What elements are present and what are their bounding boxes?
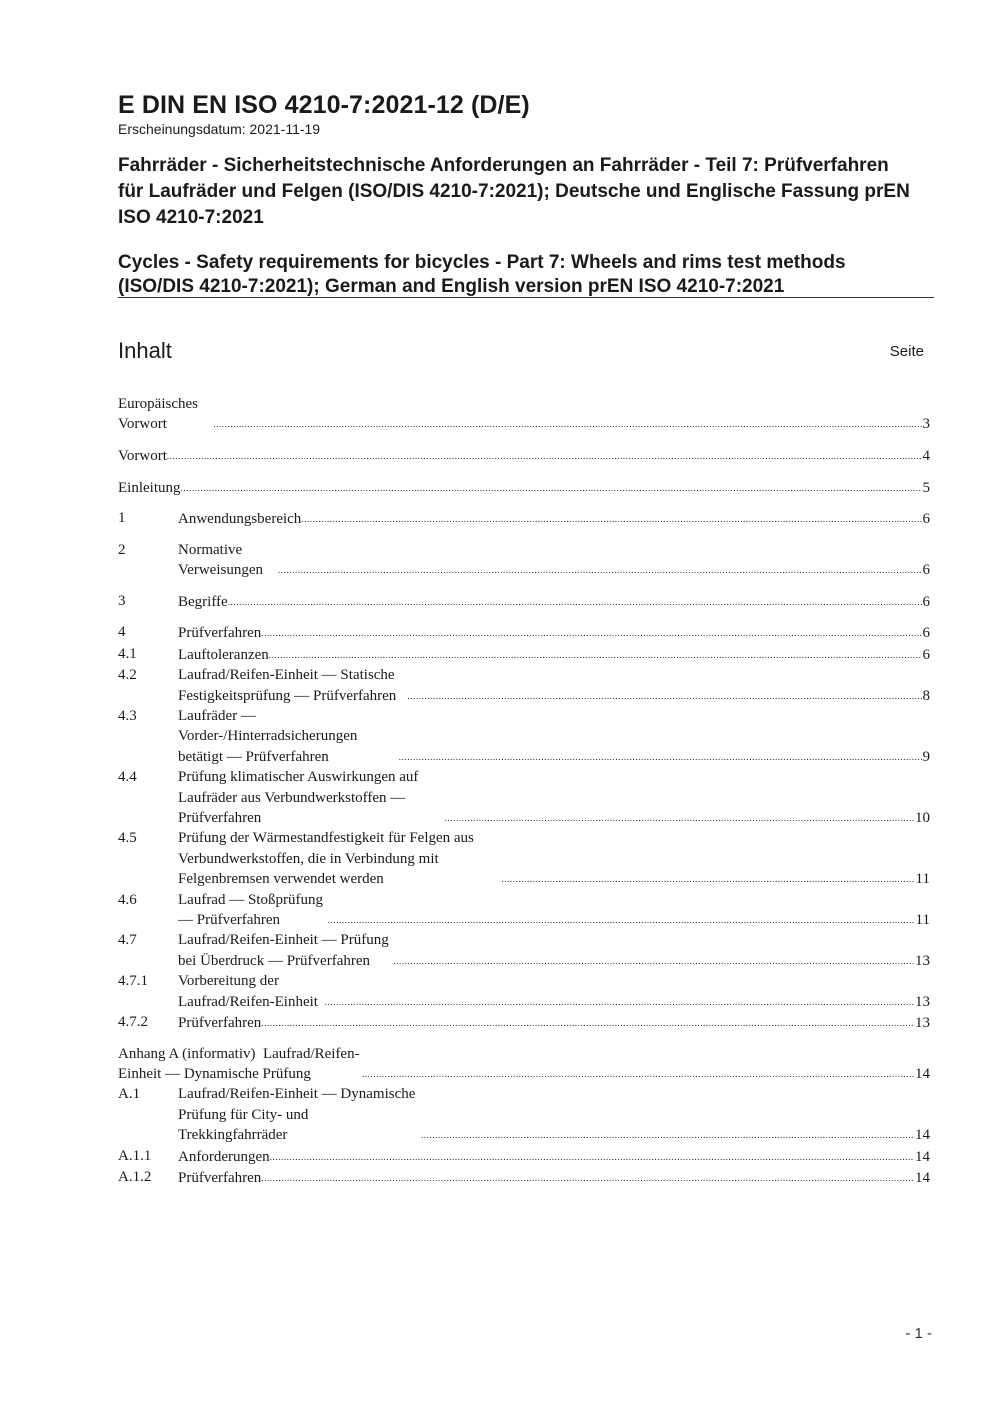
toc-entry[interactable] — [118, 890, 930, 931]
toc-leader — [445, 807, 914, 828]
toc-entry-number: 4.7 — [118, 932, 137, 949]
toc-entry-title[interactable]: Prüfung klimatischer Auswirkungen auf Laufräder aus Verbundwerkstoffen — Prüfverfahren — [178, 769, 423, 827]
toc-leader — [261, 622, 921, 643]
toc-entry-page[interactable]: 13 — [915, 993, 930, 1010]
toc-leader — [228, 591, 922, 612]
toc-entry-page[interactable]: 6 — [922, 646, 930, 663]
toc-entry-number: 4.2 — [118, 667, 137, 684]
toc-entry-page[interactable]: 10 — [915, 810, 930, 827]
toc-entry-page[interactable]: 6 — [922, 511, 930, 528]
toc-entry-title[interactable]: Begriffe — [178, 593, 228, 610]
toc-entry-page[interactable]: 5 — [922, 479, 930, 496]
toc-entry-page[interactable]: 14 — [915, 1065, 930, 1082]
toc-leader — [421, 1124, 914, 1145]
toc-entry-title[interactable]: Vorbereitung der Laufrad/Reifen-Einheit — [178, 973, 318, 1010]
document-header — [118, 90, 934, 299]
toc-entry[interactable] — [118, 665, 930, 706]
toc-entry-title[interactable]: Laufräder — Vorder-/Hinterradsicherungen betätigt — Prüfverfahren — [178, 708, 362, 765]
toc-entry-title[interactable]: Anwendungsbereich — [178, 511, 302, 528]
toc-entry-page[interactable]: 3 — [922, 416, 930, 433]
toc-entry-number: 4.1 — [118, 645, 137, 662]
toc-heading: Inhalt — [118, 338, 172, 363]
toc-entry-number: 4.3 — [118, 708, 137, 724]
toc-entry-title[interactable]: Vorwort — [118, 448, 167, 464]
toc-entry-page[interactable]: 11 — [915, 912, 930, 929]
toc-entry[interactable] — [118, 971, 930, 1012]
toc-entry-number: A.1.2 — [118, 1168, 152, 1185]
toc-entry[interactable] — [118, 767, 930, 828]
title-english: Cycles - Safety requirements for bicycles - Part 7: Wheels and rims test methods (ISO/DIS 4210-7:2021); German and English version prEN ISO 4210-7:2021 — [118, 252, 846, 297]
toc-entry-title[interactable]: Lauftoleranzen — [178, 646, 269, 663]
toc-entry-title[interactable]: Europäisches Vorwort — [118, 396, 202, 433]
toc-entry[interactable] — [118, 477, 930, 498]
toc-entry-number: 1 — [118, 510, 126, 527]
toc-entry[interactable] — [118, 706, 930, 767]
toc-entry-page[interactable]: 6 — [922, 625, 930, 642]
toc-leader — [399, 746, 922, 767]
toc-entry-title[interactable]: Anhang A (informativ) Laufrad/Reifen-Einheit — Dynamische Prüfung — [118, 1045, 360, 1082]
toc-entry-title[interactable]: Prüfverfahren — [178, 625, 262, 642]
toc-entry[interactable] — [118, 540, 930, 581]
toc-entry-page[interactable]: 14 — [915, 1127, 930, 1144]
toc-entry-page[interactable]: 9 — [922, 748, 930, 765]
toc-entry-page[interactable]: 4 — [922, 448, 930, 464]
toc-entry[interactable] — [118, 930, 930, 971]
toc-entry[interactable] — [118, 445, 930, 466]
toc-entry-title[interactable]: Einleitung — [118, 479, 181, 496]
toc-entry-number: 4.7.2 — [118, 1014, 148, 1031]
toc-entry[interactable] — [118, 1084, 930, 1145]
toc-leader — [501, 868, 914, 889]
table-of-contents — [118, 394, 930, 1188]
toc-leader — [213, 413, 921, 434]
toc-entry[interactable] — [118, 1044, 930, 1085]
toc-entry-page[interactable]: 6 — [922, 562, 930, 579]
toc-entry-page[interactable]: 14 — [915, 1148, 930, 1165]
toc-leader — [167, 445, 922, 466]
toc-leader — [261, 1167, 914, 1188]
toc-leader — [393, 950, 914, 971]
toc-entry[interactable] — [118, 622, 930, 643]
toc-leader — [261, 1012, 914, 1033]
toc-entry-title[interactable]: Laufrad/Reifen-Einheit — Statische Festigkeitsprüfung — Prüfverfahren — [178, 667, 399, 704]
toc-entry-number: 4.7.1 — [118, 973, 148, 990]
toc-entry-title[interactable]: Normative Verweisungen — [178, 541, 263, 579]
document-id: E DIN EN ISO 4210-7:2021-12 (D/E) — [118, 91, 530, 119]
toc-entry[interactable] — [118, 828, 930, 889]
toc-entry[interactable] — [118, 508, 930, 529]
toc-entry-number: 3 — [118, 592, 126, 609]
toc-entry-title[interactable]: Laufrad/Reifen-Einheit — Dynamische Prüfung für City- und Trekkingfahrräder — [178, 1086, 420, 1144]
toc-leader — [301, 508, 921, 529]
toc-entry[interactable] — [118, 394, 930, 435]
title-german: Fahrräder - Sicherheitstechnische Anforderungen an Fahrräder - Teil 7: Prüfverfahren für Laufräder und Felgen (ISO/DIS 4210-7:2021); Deutsche und Englische Fassung prEN ISO 4210-7:2021 — [118, 155, 910, 228]
toc-entry-title[interactable]: Prüfung der Wärmestandfestigkeit für Felgen aus Verbundwerkstoffen, die in Verbindung mit Felgenbremsen verwendet werden — [178, 830, 478, 888]
toc-entry-number: 4 — [118, 624, 126, 641]
toc-leader — [328, 909, 915, 930]
release-date: Erscheinungsdatum: 2021-11-19 — [118, 121, 321, 137]
toc-page-column-label: Seite — [889, 343, 924, 360]
toc-leader — [269, 644, 922, 665]
toc-entry-title[interactable]: Laufrad/Reifen-Einheit — Prüfung bei Überdruck — Prüfverfahren — [178, 932, 393, 969]
toc-entry[interactable] — [118, 591, 930, 612]
toc-leader — [181, 477, 922, 498]
toc-entry-number: 4.6 — [118, 891, 137, 908]
toc-leader — [270, 1146, 914, 1167]
toc-leader — [407, 685, 921, 706]
toc-entry[interactable] — [118, 1146, 930, 1167]
toc-entry-number: A.1 — [118, 1086, 141, 1103]
toc-leader — [325, 991, 914, 1012]
toc-entry-page[interactable]: 8 — [922, 687, 930, 704]
header-divider — [118, 297, 934, 298]
toc-entry-page[interactable]: 6 — [922, 593, 930, 610]
toc-entry-title[interactable]: Prüfverfahren — [178, 1015, 262, 1032]
toc-entry-number: A.1.1 — [118, 1147, 152, 1164]
toc-entry-title[interactable]: Laufrad — Stoßprüfung — Prüfverfahren — [178, 891, 327, 929]
toc-entry[interactable] — [118, 1012, 930, 1033]
page-number: - 1 - — [905, 1325, 932, 1342]
toc-leader — [362, 1063, 914, 1084]
toc-entry[interactable] — [118, 1167, 930, 1188]
toc-entry-number: 4.4 — [118, 769, 137, 786]
toc-entry-page[interactable]: 13 — [915, 952, 930, 969]
toc-entry-number: 2 — [118, 541, 126, 558]
toc-leader — [278, 559, 922, 580]
toc-entry-page[interactable]: 14 — [915, 1169, 930, 1186]
toc-entry-title[interactable]: Anforderungen — [178, 1148, 270, 1165]
toc-entry-page[interactable]: 13 — [915, 1015, 930, 1032]
toc-entry[interactable] — [118, 644, 930, 665]
toc-entry-title[interactable]: Prüfverfahren — [178, 1169, 262, 1186]
toc-entry-page[interactable]: 11 — [915, 871, 930, 888]
toc-entry-number: 4.5 — [118, 830, 137, 847]
